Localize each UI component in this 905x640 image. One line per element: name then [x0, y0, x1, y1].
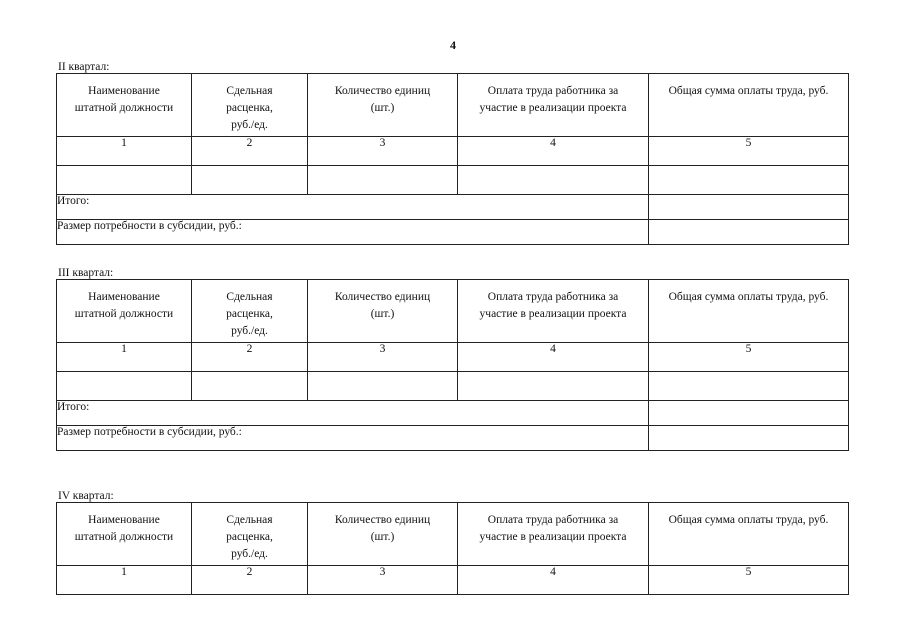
- col-number: 4: [458, 566, 649, 595]
- subsidy-value-cell[interactable]: [649, 426, 849, 451]
- empty-cell[interactable]: [308, 166, 458, 195]
- header-col2: Сдельная расценка, руб./ед.: [192, 503, 308, 566]
- total-label: Итого:: [57, 195, 649, 220]
- empty-cell[interactable]: [458, 372, 649, 401]
- empty-cell[interactable]: [458, 166, 649, 195]
- quarter-table: [56, 279, 849, 451]
- section-label: III квартал:: [58, 267, 114, 279]
- header-col3: Количество единиц (шт.): [308, 280, 458, 343]
- empty-cell[interactable]: [649, 166, 849, 195]
- quarter-table: [56, 502, 849, 595]
- header-col2: Сдельная расценка, руб./ед.: [192, 74, 308, 137]
- header-col5: Общая сумма оплаты труда, руб.: [649, 503, 849, 566]
- col-number: 2: [192, 566, 308, 595]
- col-number: 1: [57, 566, 192, 595]
- section-label: IV квартал:: [58, 490, 114, 502]
- empty-cell[interactable]: [192, 372, 308, 401]
- col-number: 2: [192, 343, 308, 372]
- section-q2: [56, 61, 848, 245]
- col-number: 3: [308, 343, 458, 372]
- col-number: 5: [649, 343, 849, 372]
- column-number-row: [57, 137, 849, 166]
- subsidy-value-cell[interactable]: [649, 220, 849, 245]
- header-row: [57, 503, 849, 566]
- header-row: [57, 74, 849, 137]
- col-number: 3: [308, 137, 458, 166]
- section-q3: [56, 267, 848, 451]
- header-col1: Наименование штатной должности: [57, 74, 192, 137]
- header-col1: Наименование штатной должности: [57, 503, 192, 566]
- header-col2: Сдельная расценка, руб./ед.: [192, 280, 308, 343]
- section-label: II квартал:: [58, 61, 110, 73]
- col-number: 4: [458, 343, 649, 372]
- total-label: Итого:: [57, 401, 649, 426]
- header-row: [57, 280, 849, 343]
- total-value-cell[interactable]: [649, 401, 849, 426]
- page-number: 4: [450, 38, 456, 52]
- empty-cell[interactable]: [308, 372, 458, 401]
- header-col3: Количество единиц (шт.): [308, 503, 458, 566]
- col-number: 5: [649, 137, 849, 166]
- header-col1: Наименование штатной должности: [57, 280, 192, 343]
- header-col5: Общая сумма оплаты труда, руб.: [649, 74, 849, 137]
- section-q4: [56, 490, 848, 595]
- subsidy-label: Размер потребности в субсидии, руб.:: [57, 426, 649, 451]
- total-row: [57, 195, 849, 220]
- header-col4: Оплата труда работника за участие в реализации проекта: [458, 74, 649, 137]
- header-col4: Оплата труда работника за участие в реализации проекта: [458, 503, 649, 566]
- col-number: 4: [458, 137, 649, 166]
- total-row: [57, 401, 849, 426]
- empty-cell[interactable]: [192, 166, 308, 195]
- col-number: 1: [57, 343, 192, 372]
- column-number-row: [57, 343, 849, 372]
- col-number: 1: [57, 137, 192, 166]
- data-row: [57, 372, 849, 401]
- subsidy-row: [57, 220, 849, 245]
- col-number: 5: [649, 566, 849, 595]
- subsidy-label: Размер потребности в субсидии, руб.:: [57, 220, 649, 245]
- col-number: 2: [192, 137, 308, 166]
- header-col3: Количество единиц (шт.): [308, 74, 458, 137]
- empty-cell[interactable]: [57, 372, 192, 401]
- subsidy-row: [57, 426, 849, 451]
- total-value-cell[interactable]: [649, 195, 849, 220]
- header-col5: Общая сумма оплаты труда, руб.: [649, 280, 849, 343]
- header-col4: Оплата труда работника за участие в реализации проекта: [458, 280, 649, 343]
- quarter-table: [56, 73, 849, 245]
- col-number: 3: [308, 566, 458, 595]
- empty-cell[interactable]: [57, 166, 192, 195]
- data-row: [57, 166, 849, 195]
- empty-cell[interactable]: [649, 372, 849, 401]
- column-number-row: [57, 566, 849, 595]
